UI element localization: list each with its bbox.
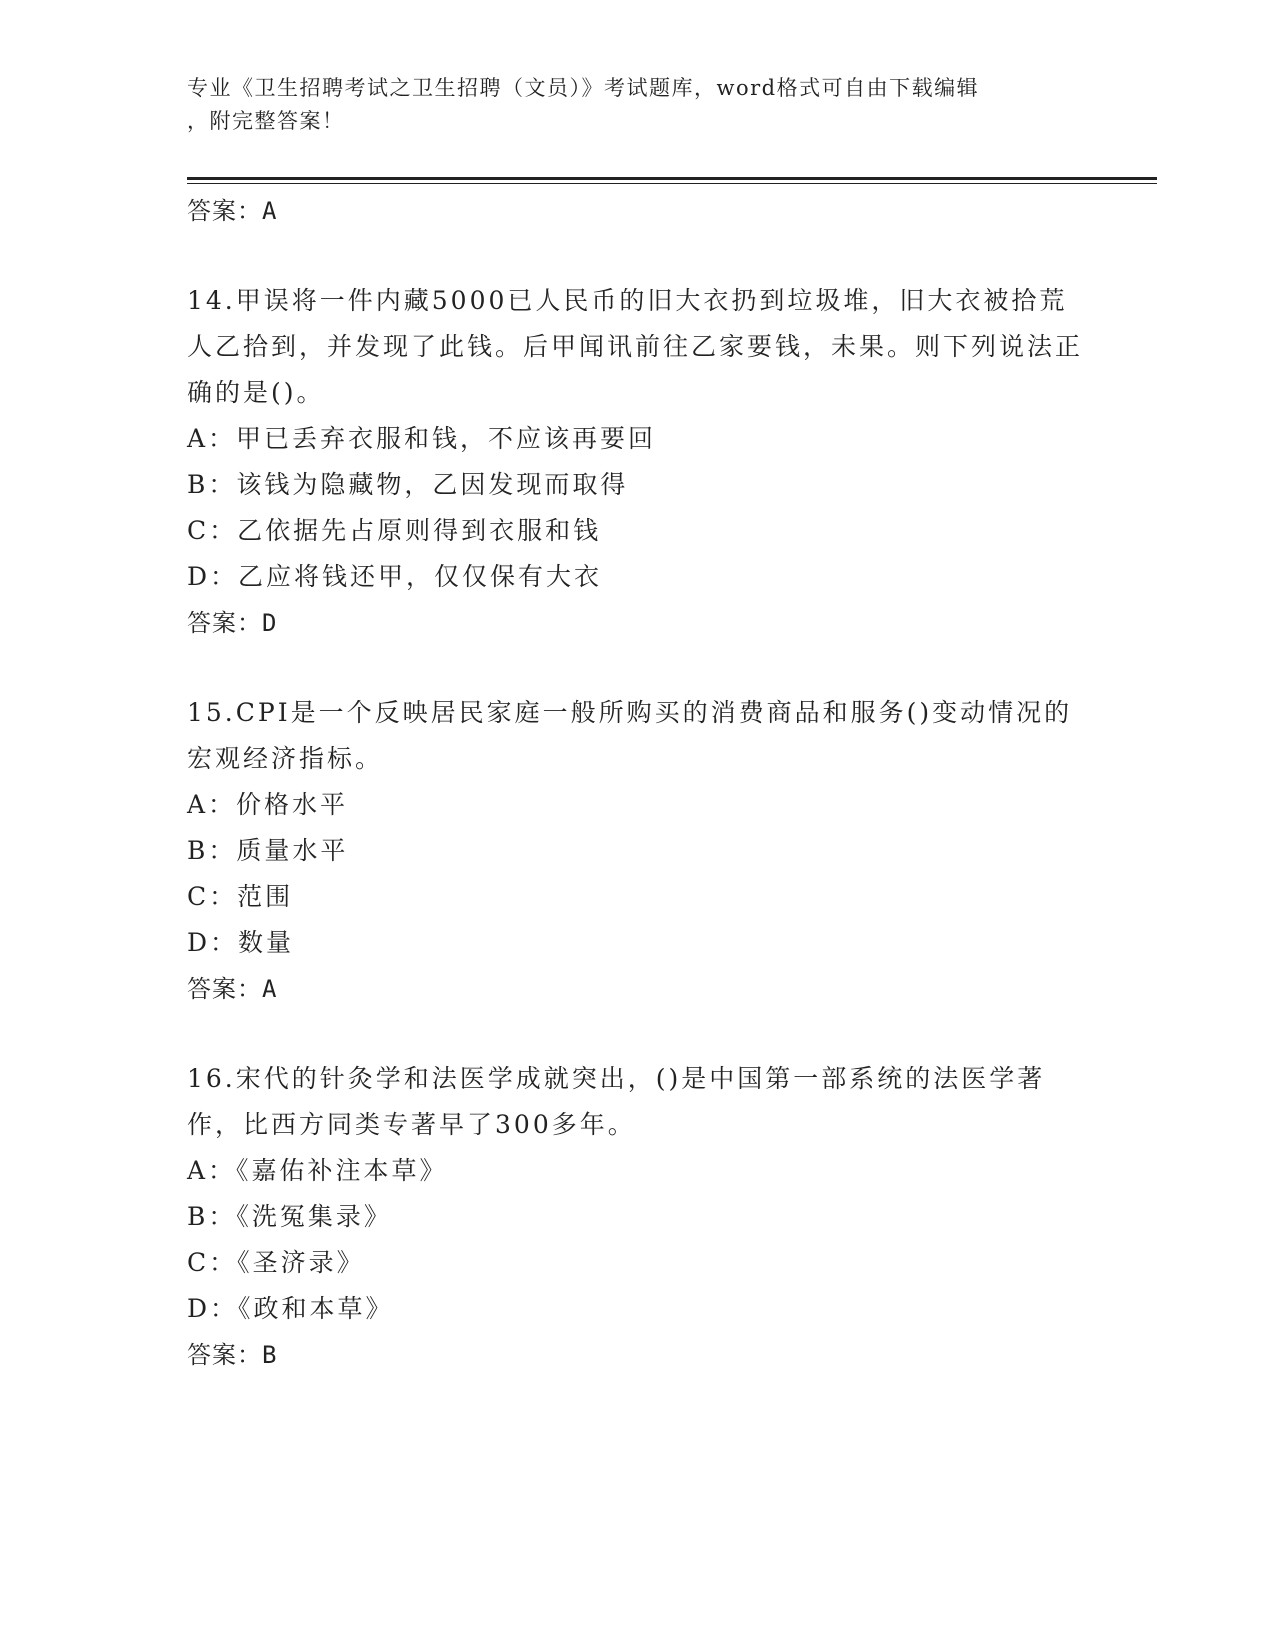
question-16 bbox=[187, 1056, 1087, 1378]
option-b: B：该钱为隐藏物，乙因发现而取得 bbox=[187, 470, 629, 499]
header-line-2: ，附完整答案！ bbox=[187, 109, 345, 133]
header-divider-thin bbox=[187, 183, 1157, 184]
header-line-1: 专业《卫生招聘考试之卫生招聘（文员）》考试题库，word格式可自由下载编辑 bbox=[187, 76, 980, 100]
question-text: 15.CPI是一个反映居民家庭一般所购买的消费商品和服务()变动情况的宏观经济指标。 bbox=[187, 698, 1073, 773]
option-d: D：数量 bbox=[187, 928, 295, 957]
option-a: A：甲已丢弃衣服和钱，不应该再要回 bbox=[187, 424, 657, 453]
previous-answer: 答案：A bbox=[187, 197, 278, 225]
option-c: C：乙依据先占原则得到衣服和钱 bbox=[187, 516, 602, 545]
answer-line: 答案：A bbox=[187, 975, 278, 1003]
question-14 bbox=[187, 278, 1087, 646]
option-a: A：《嘉佑补注本草》 bbox=[187, 1156, 448, 1185]
answer-line: 答案：D bbox=[187, 609, 278, 637]
question-text: 16.宋代的针灸学和法医学成就突出，()是中国第一部系统的法医学著作，比西方同类专著早了300多年。 bbox=[187, 1064, 1046, 1139]
option-b: B：质量水平 bbox=[187, 836, 349, 865]
question-15 bbox=[187, 690, 1087, 1012]
option-c: C：《圣济录》 bbox=[187, 1248, 365, 1277]
question-text: 14.甲误将一件内藏5000已人民币的旧大衣扔到垃圾堆，旧大衣被拾荒人乙拾到，并发现了此钱。后甲闻讯前往乙家要钱，未果。则下列说法正确的是()。 bbox=[187, 286, 1084, 407]
option-a: A：价格水平 bbox=[187, 790, 349, 819]
option-c: C：范围 bbox=[187, 882, 294, 911]
header-divider-thick bbox=[187, 177, 1157, 180]
option-d: D：《政和本草》 bbox=[187, 1294, 394, 1323]
question-list bbox=[187, 188, 1087, 1422]
document-header bbox=[187, 72, 1067, 138]
answer-line: 答案：B bbox=[187, 1341, 278, 1369]
option-b: B：《洗冤集录》 bbox=[187, 1202, 392, 1231]
option-d: D：乙应将钱还甲，仅仅保有大衣 bbox=[187, 562, 603, 591]
